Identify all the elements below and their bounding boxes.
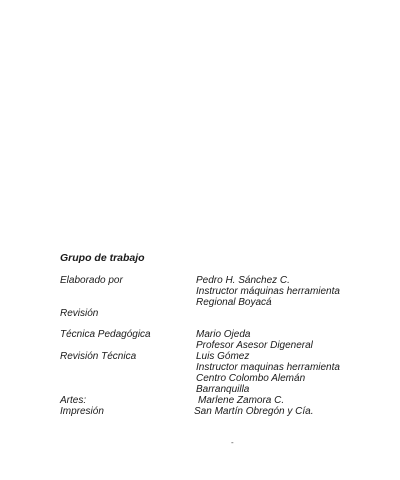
- credit-name-line: Luis Gómez: [196, 351, 250, 362]
- credit-row-artes: [60, 395, 380, 406]
- credit-name-line: Marlene Zamora C.: [198, 395, 285, 406]
- credit-row-elaborado: [60, 275, 380, 308]
- credit-name-line: Pedro H. Sánchez C.: [196, 275, 290, 286]
- credit-role: Técnica Pedagógica: [60, 329, 151, 340]
- credit-name-line: Regional Boyacá: [196, 297, 272, 308]
- credit-names: [196, 275, 380, 308]
- credit-role: Elaborado por: [60, 275, 123, 286]
- credit-name-line: Instructor máquinas herramienta: [196, 286, 340, 297]
- credit-name-line: Barranquilla: [196, 384, 250, 395]
- credit-role: Revisión Técnica: [60, 351, 137, 362]
- credits-list: [60, 275, 380, 417]
- credit-role: Artes:: [60, 395, 87, 406]
- footer-mark: -: [231, 438, 234, 447]
- section-heading: Grupo de trabajo: [60, 252, 145, 264]
- credit-row-tecnica-pedagogica: [60, 329, 380, 351]
- credit-name-line: Mario Ojeda: [196, 329, 251, 340]
- credit-names: [196, 351, 380, 395]
- credit-name-line: Centro Colombo Alemán: [196, 373, 306, 384]
- credit-name-line: San Martín Obregón y Cía.: [194, 406, 314, 417]
- credit-names: [194, 406, 380, 417]
- credit-role: Impresión: [60, 406, 104, 417]
- credit-row-revision: [60, 308, 380, 319]
- credit-names: [198, 395, 380, 406]
- credit-role: Revisión: [60, 308, 99, 319]
- credit-name-line: Profesor Asesor Digeneral: [196, 340, 313, 351]
- credit-name-line: Instructor maquinas herramienta: [196, 362, 340, 373]
- credit-row-impresion: [60, 406, 380, 417]
- credit-row-revision-tecnica: [60, 351, 380, 395]
- credit-names: [196, 308, 380, 319]
- credit-names: [196, 329, 380, 351]
